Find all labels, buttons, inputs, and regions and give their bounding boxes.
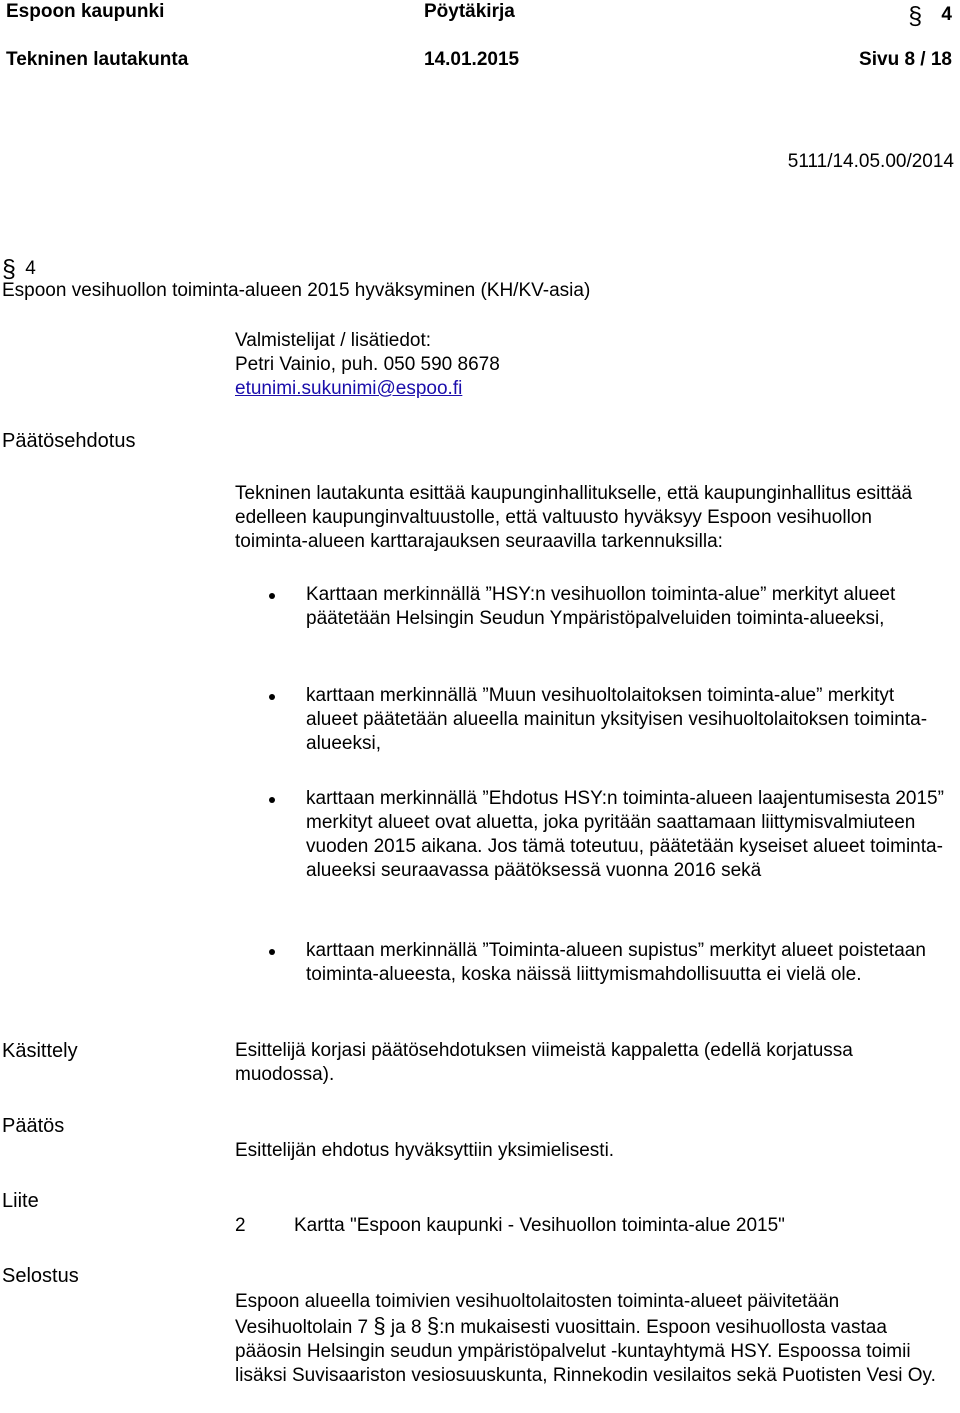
list-item-text: Karttaan merkinnällä ”HSY:n vesihuollon toiminta-alue” merkityt alueet päätetään Helsingin Seudun Ympäristöpalveluiden toiminta-alueeksi,	[306, 584, 896, 629]
explanation-part: ja 8	[385, 1317, 427, 1338]
handling-label: Käsittely	[2, 1040, 78, 1062]
explanation-label: Selostus	[2, 1265, 79, 1287]
section-number: 4	[25, 258, 36, 279]
list-item	[235, 939, 950, 987]
explanation-part: :n mukaisesti vuosittain. Espoon vesihuollosta vastaa pääosin Helsingin seudun ympäristöpalvelut -kuntayhtymä HSY. Espoossa toimii lisäksi Suvisaariston vesiosuuskunta, Rinnekodin vesilaitos sekä Puotisten Vesi Oy.	[235, 1317, 936, 1386]
explanation-text	[235, 1290, 950, 1388]
header-org: Espoon kaupunki	[6, 1, 165, 22]
proposal-list	[235, 684, 950, 756]
header-date: 14.01.2015	[424, 49, 520, 70]
decision-text: Esittelijän ehdotus hyväksyttiin yksimielisesti.	[235, 1140, 615, 1161]
bullet-icon	[269, 593, 275, 599]
attachment-label: Liite	[2, 1190, 39, 1212]
decision-label: Päätös	[2, 1115, 65, 1137]
list-item-text: karttaan merkinnällä ”Toiminta-alueen supistus” merkityt alueet poistetaan toiminta-alueesta, koska näissä liittymismahdollisuutta ei vielä ole.	[306, 940, 926, 985]
list-item	[235, 787, 950, 883]
handling-text: Esittelijä korjasi päätösehdotuksen viimeistä kappaletta (edellä korjatussa muodossa).	[235, 1040, 853, 1085]
preparers-block	[235, 329, 950, 401]
attachment-number: 2	[235, 1215, 246, 1236]
preparer-email-link[interactable]: etunimi.sukunimi@espoo.fi	[235, 378, 463, 399]
list-item	[235, 583, 950, 631]
section-number-line	[2, 254, 36, 281]
explanation-part: Espoon alueella toimivien vesihuoltolaitosten toiminta-alueet päivitetään Vesihuoltolain 7	[235, 1291, 840, 1338]
section-sign-icon: §	[373, 1313, 386, 1338]
proposal-list	[235, 787, 950, 883]
bullet-icon	[269, 694, 275, 700]
reference-number: 5111/14.05.00/2014	[787, 151, 954, 172]
header-item-number	[908, 0, 952, 30]
proposal-list	[235, 583, 950, 631]
preparers-label: Valmistelijat / lisätiedot:	[235, 330, 432, 351]
header-page: Sivu 8 / 18	[859, 49, 952, 70]
list-item-text: karttaan merkinnällä ”Muun vesihuoltolaitoksen toiminta-alue” merkityt alueet päätetään alueella mainitun yksityisen vesihuoltolaitoksen toiminta-alueeksi,	[306, 685, 928, 754]
list-item	[235, 684, 950, 756]
proposal-intro: Tekninen lautakunta esittää kaupunginhallitukselle, että kaupunginhallitus esittää edelleen kaupunginvaltuustolle, että valtuusto hyväksyy Espoon vesihuollon toiminta-alueen karttarajauksen seuraavilla tarkennuksilla:	[235, 483, 913, 552]
section-title: Espoon vesihuollon toiminta-alueen 2015 hyväksyminen (KH/KV-asia)	[2, 280, 591, 301]
section-sign-icon: §	[908, 2, 923, 30]
bullet-icon	[269, 797, 275, 803]
header-board: Tekninen lautakunta	[6, 49, 189, 70]
proposal-list	[235, 939, 950, 987]
attachment-text: Kartta "Espoon kaupunki - Vesihuollon toiminta-alue 2015"	[294, 1215, 785, 1236]
bullet-icon	[269, 949, 275, 955]
list-item-text: karttaan merkinnällä ”Ehdotus HSY:n toiminta-alueen laajentumisesta 2015” merkityt alueet ovat aluetta, joka pyritään saattamaan liittymisvalmiuteen vuoden 2015 aikana. Jos tämä toteutuu, päätetään kyseiset alueet toiminta-alueeksi seuraavassa päätöksessä vuonna 2016 sekä	[306, 788, 944, 881]
header-doc-type: Pöytäkirja	[424, 1, 515, 22]
preparer-contact: Petri Vainio, puh. 050 590 8678	[235, 354, 500, 375]
section-sign-icon: §	[2, 255, 16, 283]
header-item-no: 4	[941, 4, 952, 25]
section-sign-icon: §	[426, 1313, 440, 1338]
proposal-heading: Päätösehdotus	[2, 430, 136, 452]
